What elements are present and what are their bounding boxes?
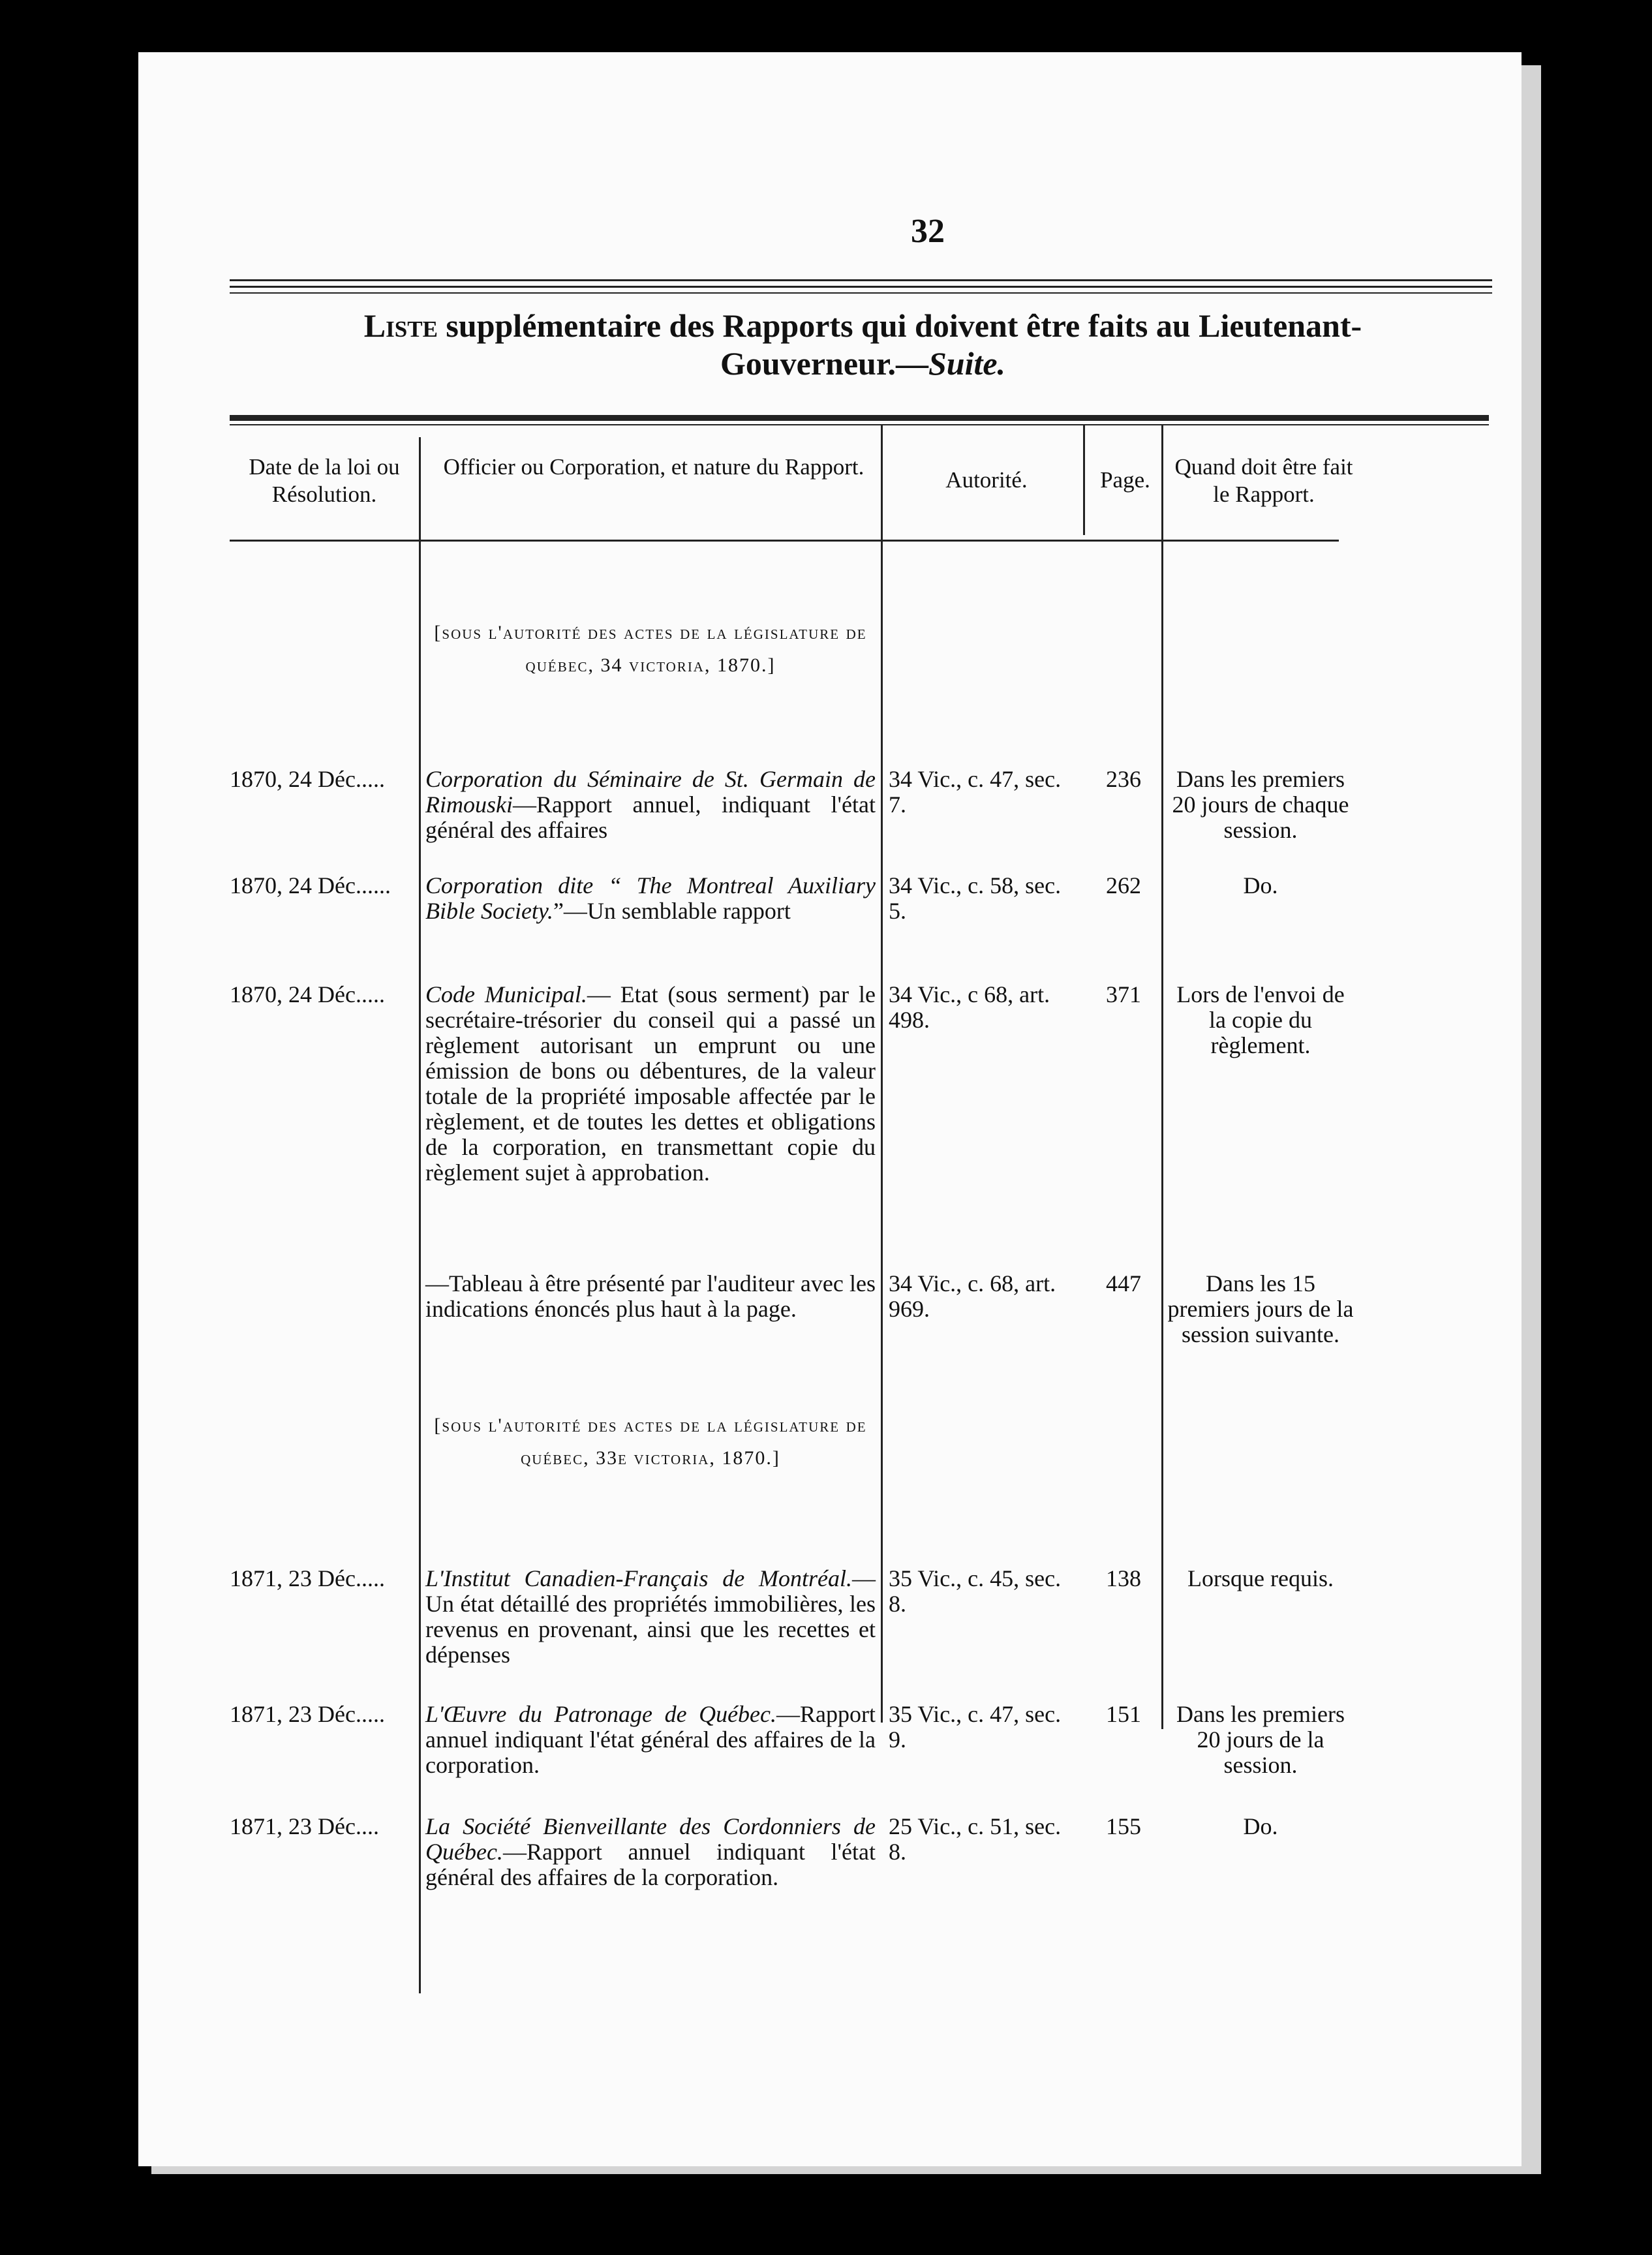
row2-authority: 34 Vic., c. 58, sec. 5.: [889, 872, 1062, 924]
section-heading-33e-victoria: [sous l'autorité des actes de la législature de québec, 33e victoria, 1870.]: [434, 1415, 867, 1469]
row5-page: 138: [1106, 1565, 1141, 1591]
col-divider-4: [1161, 424, 1163, 1729]
row6-date: 1871, 23 Déc.....: [230, 1701, 385, 1727]
row7-officer: La Société Bienveillante des Cordonniers de Québec.—Rapport annuel indiquant l'état général des affaires de la corporation.: [425, 1813, 876, 1890]
col-header-page: Page.: [1100, 467, 1150, 493]
title-caps-word: Liste: [363, 307, 438, 344]
row6-officer: L'Œuvre du Patronage de Québec.—Rapport annuel indiquant l'état général des affaires de la corporation.: [425, 1701, 876, 1778]
col-header-when: Quand doit être fait le Rapport.: [1174, 454, 1353, 507]
top-rule-3: [230, 292, 1492, 294]
row5-date: 1871, 23 Déc.....: [230, 1565, 385, 1591]
row7-authority: 25 Vic., c. 51, sec. 8.: [889, 1813, 1062, 1865]
row5-officer: L'Institut Canadien-Français de Montréal.—Un état détaillé des propriétés immobilières, les revenus en provenant, ainsi que les recettes et dépenses: [425, 1565, 876, 1668]
row6-when: Dans les premiers 20 jours de la session.: [1176, 1701, 1345, 1778]
list-title: [235, 307, 1491, 382]
row1-authority: 34 Vic., c. 47, sec. 7.: [889, 766, 1062, 818]
row7-when: Do.: [1243, 1813, 1278, 1839]
row5-authority: 35 Vic., c. 45, sec. 8.: [889, 1565, 1062, 1617]
title-suite: Suite.: [928, 345, 1006, 382]
col-divider-1: [419, 437, 421, 1993]
row5-when: Lorsque requis.: [1187, 1565, 1334, 1591]
table-top-rule-thin: [230, 424, 1489, 425]
title-line2: Gouverneur.—: [720, 345, 928, 382]
row3-authority: 34 Vic., c 68, art. 498.: [889, 981, 1050, 1033]
col-header-officer: Officier ou Corporation, et nature du Rapport.: [443, 454, 864, 480]
page-number: 32: [911, 213, 945, 250]
row2-date: 1870, 24 Déc......: [230, 872, 391, 898]
row6-authority: 35 Vic., c. 47, sec. 9.: [889, 1701, 1062, 1753]
row3-when: Lors de l'envoi de la copie du règlement.: [1176, 981, 1345, 1058]
col-header-authority: Autorité.: [945, 467, 1028, 493]
row1-page: 236: [1106, 766, 1141, 792]
top-rule: [230, 279, 1492, 281]
col-divider-3: [1083, 424, 1085, 535]
title-line1: supplémentaire des Rapports qui doivent être faits au Lieutenant-: [437, 307, 1362, 344]
col-divider-2: [881, 424, 883, 1723]
row2-when: Do.: [1243, 872, 1278, 898]
row4-when: Dans les 15 premiers jours de la session suivante.: [1167, 1270, 1354, 1347]
row1-date: 1870, 24 Déc.....: [230, 766, 385, 792]
header-bottom-rule: [230, 540, 1339, 542]
row7-page: 155: [1106, 1813, 1141, 1839]
row3-date: 1870, 24 Déc.....: [230, 981, 385, 1007]
row3-page: 371: [1106, 981, 1141, 1007]
section-heading-34-victoria: [sous l'autorité des actes de la législature de québec, 34 victoria, 1870.]: [434, 622, 867, 676]
col-header-date: Date de la loi ou Résolution.: [249, 454, 400, 507]
row4-authority: 34 Vic., c. 68, art. 969.: [889, 1270, 1056, 1322]
row2-officer: Corporation dite “ The Montreal Auxiliary Bible Society.”—Un semblable rapport: [425, 872, 876, 924]
row1-when: Dans les premiers 20 jours de chaque session.: [1172, 766, 1349, 843]
row3-officer: Code Municipal.— Etat (sous serment) par le secrétaire-trésorier du conseil qui a passé un règlement autorisant un emprunt ou une émission de bons ou débentures, de la valeur totale de la propriété imposable affectée par le règlement, et de toutes les dettes et obligations de la corporation, en transmettant copie du règlement sujet à approbation.: [425, 981, 876, 1186]
row1-officer: Corporation du Séminaire de St. Germain de Rimouski—Rapport annuel, indiquant l'état général des affaires: [425, 766, 876, 843]
row4-officer: —Tableau à être présenté par l'auditeur avec les indications énoncés plus haut à la page.: [425, 1270, 876, 1322]
row2-page: 262: [1106, 872, 1141, 898]
table-top-rule: [230, 415, 1489, 421]
top-rule-2: [230, 286, 1492, 288]
row4-page: 447: [1106, 1270, 1141, 1296]
row6-page: 151: [1106, 1701, 1141, 1727]
document-page: [138, 52, 1522, 2166]
row7-date: 1871, 23 Déc....: [230, 1813, 379, 1839]
